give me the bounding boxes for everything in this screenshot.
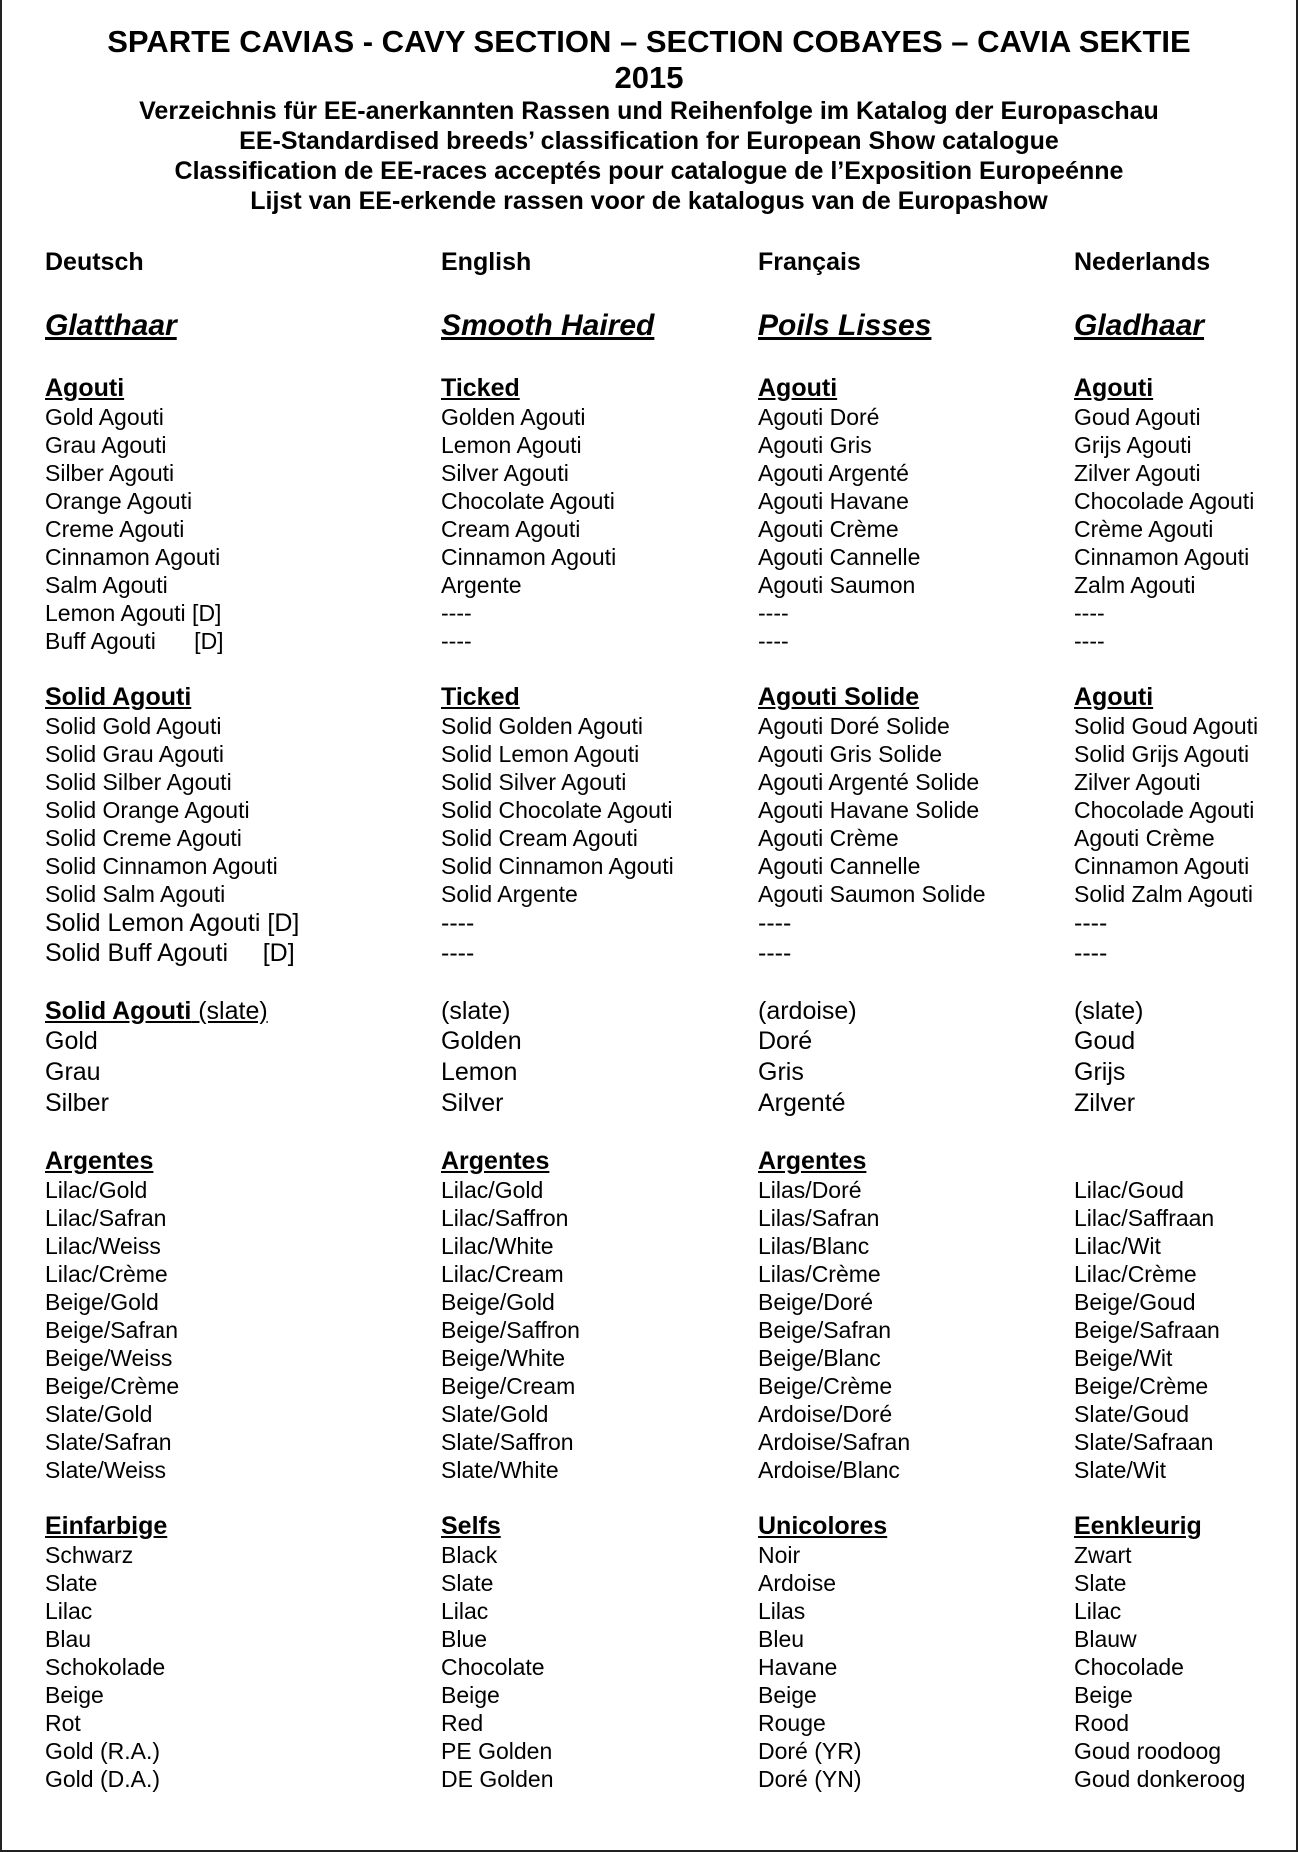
breed-name: Rouge [758,1710,826,1736]
breed-name: Slate/Weiss [45,1457,167,1483]
breed-name: Beige/Gold [441,1289,555,1315]
breed-name: ---- [1074,600,1105,626]
breed-name: Beige [441,1682,500,1708]
breed-name: ---- [441,939,475,967]
breed-name: Slate/Goud [1074,1401,1190,1427]
breed-name: Solid Buff Agouti [D] [45,939,295,967]
section-heading-note: (slate) [191,997,268,1025]
breed-name: Solid Salm Agouti [45,881,226,907]
breed-name: Agouti Havane Solide [758,797,980,823]
breed-name: Lilac/Saffron [441,1205,569,1231]
breed-name: Agouti Gris [758,432,872,458]
breed-name: Lilas/Doré [758,1177,862,1203]
breed-name: Noir [758,1542,801,1568]
breed-name: Schokolade [45,1654,166,1680]
breed-name: Beige/Gold [45,1289,159,1315]
breed-name: Solid Zalm Agouti [1074,881,1253,907]
column-francais [758,244,1068,1793]
breed-section [441,374,751,655]
breed-name: Rood [1074,1710,1129,1736]
section-heading [45,1147,435,1176]
section-heading-text: (ardoise) [758,997,857,1025]
breed-name: Beige/Wit [1074,1345,1173,1371]
breed-section [758,683,1068,968]
section-heading-text: Einfarbige [45,1512,168,1540]
breed-name: Doré [758,1027,813,1055]
breed-name: Chocolate [441,1654,545,1680]
breed-name: Solid Gold Agouti [45,713,222,739]
breed-name: Agouti Crème [758,825,899,851]
section-heading-text: Solid Agouti [45,683,192,711]
breed-name: Solid Silver Agouti [441,769,627,795]
breed-name: Lilac/Crème [1074,1261,1197,1287]
breed-name: Agouti Crème [1074,825,1215,851]
hair-type-heading: Smooth Haired [441,309,655,342]
breed-name: Slate/Safran [45,1429,172,1455]
breed-name: Chocolade Agouti [1074,488,1255,514]
breed-name: Slate [441,1570,494,1596]
section-heading-text: Agouti [758,374,838,402]
section-heading [441,1512,751,1541]
breed-name: PE Golden [441,1738,553,1764]
breed-name: Lilac/Gold [441,1177,544,1203]
section-heading-text: Agouti Solide [758,683,920,711]
breed-name: Ardoise [758,1570,836,1596]
breed-name: Blue [441,1626,488,1652]
breed-name: Slate [1074,1570,1127,1596]
breed-name: Beige [1074,1682,1133,1708]
section-heading-text: (slate) [1074,997,1144,1025]
column-deutsch [45,244,435,1793]
hair-type-heading: Glatthaar [45,309,177,342]
breed-name: Red [441,1710,484,1736]
breed-name: Doré (YN) [758,1766,862,1792]
document-title: SPARTE CAVIAS - CAVY SECTION – SECTION COBAYES – CAVIA SEKTIE [107,24,1191,59]
breed-name: Bleu [758,1626,805,1652]
section-heading-text: Unicolores [758,1512,888,1540]
breed-name: Argenté [758,1089,846,1117]
section-heading-text: Eenkleurig [1074,1512,1202,1540]
breed-name: Lemon Agouti [D] [45,600,222,626]
breed-name: Argente [441,572,522,598]
breed-name: Lilac [45,1598,93,1624]
breed-name: Blau [45,1626,92,1652]
breed-name: DE Golden [441,1766,554,1792]
breed-section [1074,996,1298,1119]
breed-section [45,374,435,655]
breed-name: Agouti Cannelle [758,544,921,570]
language-label: English [441,248,532,276]
breed-name: Beige/Crème [758,1373,893,1399]
breed-name: Grijs Agouti [1074,432,1192,458]
breed-name: Beige/Doré [758,1289,874,1315]
column-nederlands [1074,244,1298,1793]
breed-name: Cinnamon Agouti [1074,853,1250,879]
breed-name: Grijs [1074,1058,1126,1086]
breed-name: Lilas/Blanc [758,1233,870,1259]
breed-section [441,1512,751,1793]
breed-name: Zwart [1074,1542,1132,1568]
breed-name: Lilas/Safran [758,1205,880,1231]
breed-name: Lilac/Cream [441,1261,564,1287]
breed-name: Solid Cinnamon Agouti [441,853,674,879]
breed-name: Beige/Blanc [758,1345,881,1371]
section-heading [1074,996,1298,1026]
section-heading-text: Agouti [45,374,125,402]
breed-name: Ardoise/Safran [758,1429,911,1455]
breed-section [441,996,751,1119]
breed-section [758,996,1068,1119]
section-heading-text: Ticked [441,683,520,711]
breed-name: Havane [758,1654,838,1680]
breed-name: Buff Agouti [D] [45,628,224,654]
breed-name: Gold Agouti [45,404,164,430]
hair-type-heading: Poils Lisses [758,309,932,342]
breed-name: Agouti Saumon [758,572,916,598]
breed-name: Lilac/Crème [45,1261,168,1287]
breed-name: Lemon [441,1058,518,1086]
breed-name: Solid Cinnamon Agouti [45,853,278,879]
breed-name: Solid Chocolate Agouti [441,797,673,823]
breed-name: Salm Agouti [45,572,168,598]
breed-name: Lilac [1074,1598,1122,1624]
section-heading-text: Selfs [441,1512,501,1540]
section-heading-text: Argentes [758,1147,867,1175]
breed-name: Schwarz [45,1542,134,1568]
breed-name: ---- [441,600,472,626]
breed-name: Beige [45,1682,104,1708]
breed-name: Slate/Gold [45,1401,153,1427]
breed-name: Solid Grau Agouti [45,741,225,767]
breed-name: Solid Argente [441,881,578,907]
subtitle-de: Verzeichnis für EE-anerkannten Rassen und Reihenfolge im Katalog der Europaschau [139,97,1159,125]
breed-name: Beige/Saffron [441,1317,580,1343]
breed-name: Beige/Safraan [1074,1317,1220,1343]
section-heading [1074,683,1298,712]
breed-name: Solid Lemon Agouti [441,741,640,767]
document-header [0,24,1298,216]
hair-type-heading: Gladhaar [1074,309,1205,342]
breed-name: Beige/Safran [758,1317,891,1343]
subtitle-nl: Lijst van EE-erkende rassen voor de katalogus van de Europashow [250,187,1048,215]
document-year: 2015 [614,60,684,95]
breed-name: Orange Agouti [45,488,193,514]
breed-name: Beige/Goud [1074,1289,1196,1315]
breed-name: Agouti Cannelle [758,853,921,879]
breed-name: Lilac/White [441,1233,554,1259]
breed-section [45,1147,435,1484]
breed-name: ---- [758,939,792,967]
breed-name: ---- [1074,909,1108,937]
breed-name: Cinnamon Agouti [45,544,221,570]
breed-name: Beige/White [441,1345,566,1371]
breed-section [758,1147,1068,1484]
breed-name: Lilac/Saffraan [1074,1205,1215,1231]
breed-name: Beige/Crème [45,1373,180,1399]
section-heading [441,996,751,1026]
section-heading-text: Argentes [45,1147,154,1175]
breed-name: Agouti Gris Solide [758,741,943,767]
breed-name: Solid Creme Agouti [45,825,242,851]
breed-name: ---- [758,909,792,937]
breed-name: Goud [1074,1027,1136,1055]
breed-name: Ardoise/Doré [758,1401,893,1427]
breed-name: Solid Grijs Agouti [1074,741,1250,767]
breed-section [45,996,435,1119]
breed-name: Crème Agouti [1074,516,1214,542]
breed-name: Beige/Crème [1074,1373,1209,1399]
breed-name: Rot [45,1710,81,1736]
breed-name: Agouti Argenté Solide [758,769,980,795]
breed-section [45,1512,435,1793]
breed-name: Zilver Agouti [1074,460,1201,486]
breed-name: Creme Agouti [45,516,185,542]
breed-name: Agouti Doré Solide [758,713,950,739]
section-heading [758,374,1068,403]
breed-section [441,1147,751,1484]
section-heading-text: Argentes [441,1147,550,1175]
section-heading [441,374,751,403]
breed-name: ---- [441,909,475,937]
breed-name: Chocolade Agouti [1074,797,1255,823]
breed-name: Slate/Wit [1074,1457,1167,1483]
breed-name: Slate/Safraan [1074,1429,1214,1455]
breed-name: Cinnamon Agouti [441,544,617,570]
breed-name: Chocolade [1074,1654,1184,1680]
breed-name: Gold (R.A.) [45,1738,161,1764]
breed-name: Gris [758,1058,804,1086]
breed-name: Grau Agouti [45,432,167,458]
breed-section [1074,374,1298,655]
breed-name: Lilac/Goud [1074,1177,1184,1203]
breed-name: Lemon Agouti [441,432,582,458]
section-heading [1074,374,1298,403]
breed-name: Lilac/Safran [45,1205,167,1231]
breed-name: Goud donkeroog [1074,1766,1246,1792]
breed-name: Silver [441,1089,504,1117]
column-english [441,244,751,1793]
section-heading [758,683,1068,712]
section-heading [45,996,435,1026]
breed-name: Golden Agouti [441,404,586,430]
breed-name: Silber Agouti [45,460,175,486]
language-label: Deutsch [45,248,144,276]
breed-section [758,1512,1068,1793]
section-heading [45,1512,435,1541]
breed-name: Lilac/Weiss [45,1233,161,1259]
section-heading [758,996,1068,1026]
breed-name: Beige/Cream [441,1373,576,1399]
breed-section [441,683,751,968]
breed-name: Grau [45,1058,101,1086]
breed-name: ---- [758,600,789,626]
breed-name: Agouti Argenté [758,460,909,486]
section-heading-text: (slate) [441,997,511,1025]
breed-name: Lilac/Wit [1074,1233,1161,1259]
breed-name: Beige [758,1682,817,1708]
breed-name: Chocolate Agouti [441,488,615,514]
breed-section [1074,683,1298,968]
breed-section [45,683,435,968]
breed-name: Cinnamon Agouti [1074,544,1250,570]
section-heading [441,683,751,712]
language-label: Français [758,248,861,276]
section-heading-text: Solid Agouti [45,997,192,1025]
breed-name: Zalm Agouti [1074,572,1196,598]
breed-name: Slate/Saffron [441,1429,574,1455]
breed-name: Solid Lemon Agouti [D] [45,909,300,937]
breed-name: ---- [1074,628,1105,654]
breed-name: Ardoise/Blanc [758,1457,900,1483]
breed-name: Beige/Safran [45,1317,178,1343]
section-heading-text: Ticked [441,374,520,402]
section-heading [441,1147,751,1176]
breed-name: Lilas/Crème [758,1261,881,1287]
breed-name: Cream Agouti [441,516,581,542]
breed-name: Lilac/Gold [45,1177,148,1203]
section-heading [45,683,435,712]
breed-name: Gold [45,1027,98,1055]
breed-name: Golden [441,1027,522,1055]
breed-name: Slate/White [441,1457,559,1483]
section-heading [758,1147,1068,1176]
subtitle-en: EE-Standardised breeds’ classification for European Show catalogue [239,127,1059,155]
breed-name: Black [441,1542,498,1568]
section-heading [1074,1512,1298,1541]
breed-name: Gold (D.A.) [45,1766,161,1792]
language-label: Nederlands [1074,248,1211,276]
breed-name: Lilac [441,1598,489,1624]
section-heading [758,1512,1068,1541]
breed-name: ---- [1074,939,1108,967]
breed-name: Agouti Doré [758,404,880,430]
breed-name: Silber [45,1089,109,1117]
breed-name: Blauw [1074,1626,1137,1652]
section-heading-text: Agouti [1074,374,1154,402]
breed-name: Agouti Havane [758,488,909,514]
breed-name: Goud roodoog [1074,1738,1222,1764]
breed-section [1074,1147,1298,1484]
breed-name: Beige/Weiss [45,1345,173,1371]
breed-name: Solid Goud Agouti [1074,713,1259,739]
breed-name: Agouti Crème [758,516,899,542]
breed-name: Solid Cream Agouti [441,825,638,851]
breed-name: Solid Orange Agouti [45,797,250,823]
breed-name: Goud Agouti [1074,404,1201,430]
breed-name: Lilas [758,1598,806,1624]
section-heading-text: Agouti [1074,683,1154,711]
breed-name: Slate/Gold [441,1401,549,1427]
breed-name: ---- [758,628,789,654]
breed-name: Solid Silber Agouti [45,769,232,795]
breed-name: Slate [45,1570,98,1596]
section-heading [45,374,435,403]
breed-name: Silver Agouti [441,460,569,486]
subtitle-fr: Classification de EE-races acceptés pour catalogue de l’Exposition Europeénne [174,157,1124,185]
breed-name: Agouti Saumon Solide [758,881,986,907]
breed-name: Zilver Agouti [1074,769,1201,795]
breed-section [758,374,1068,655]
breed-section [1074,1512,1298,1793]
breed-name: Solid Golden Agouti [441,713,644,739]
breed-name: Doré (YR) [758,1738,862,1764]
breed-name: ---- [441,628,472,654]
breed-name: Zilver [1074,1089,1136,1117]
